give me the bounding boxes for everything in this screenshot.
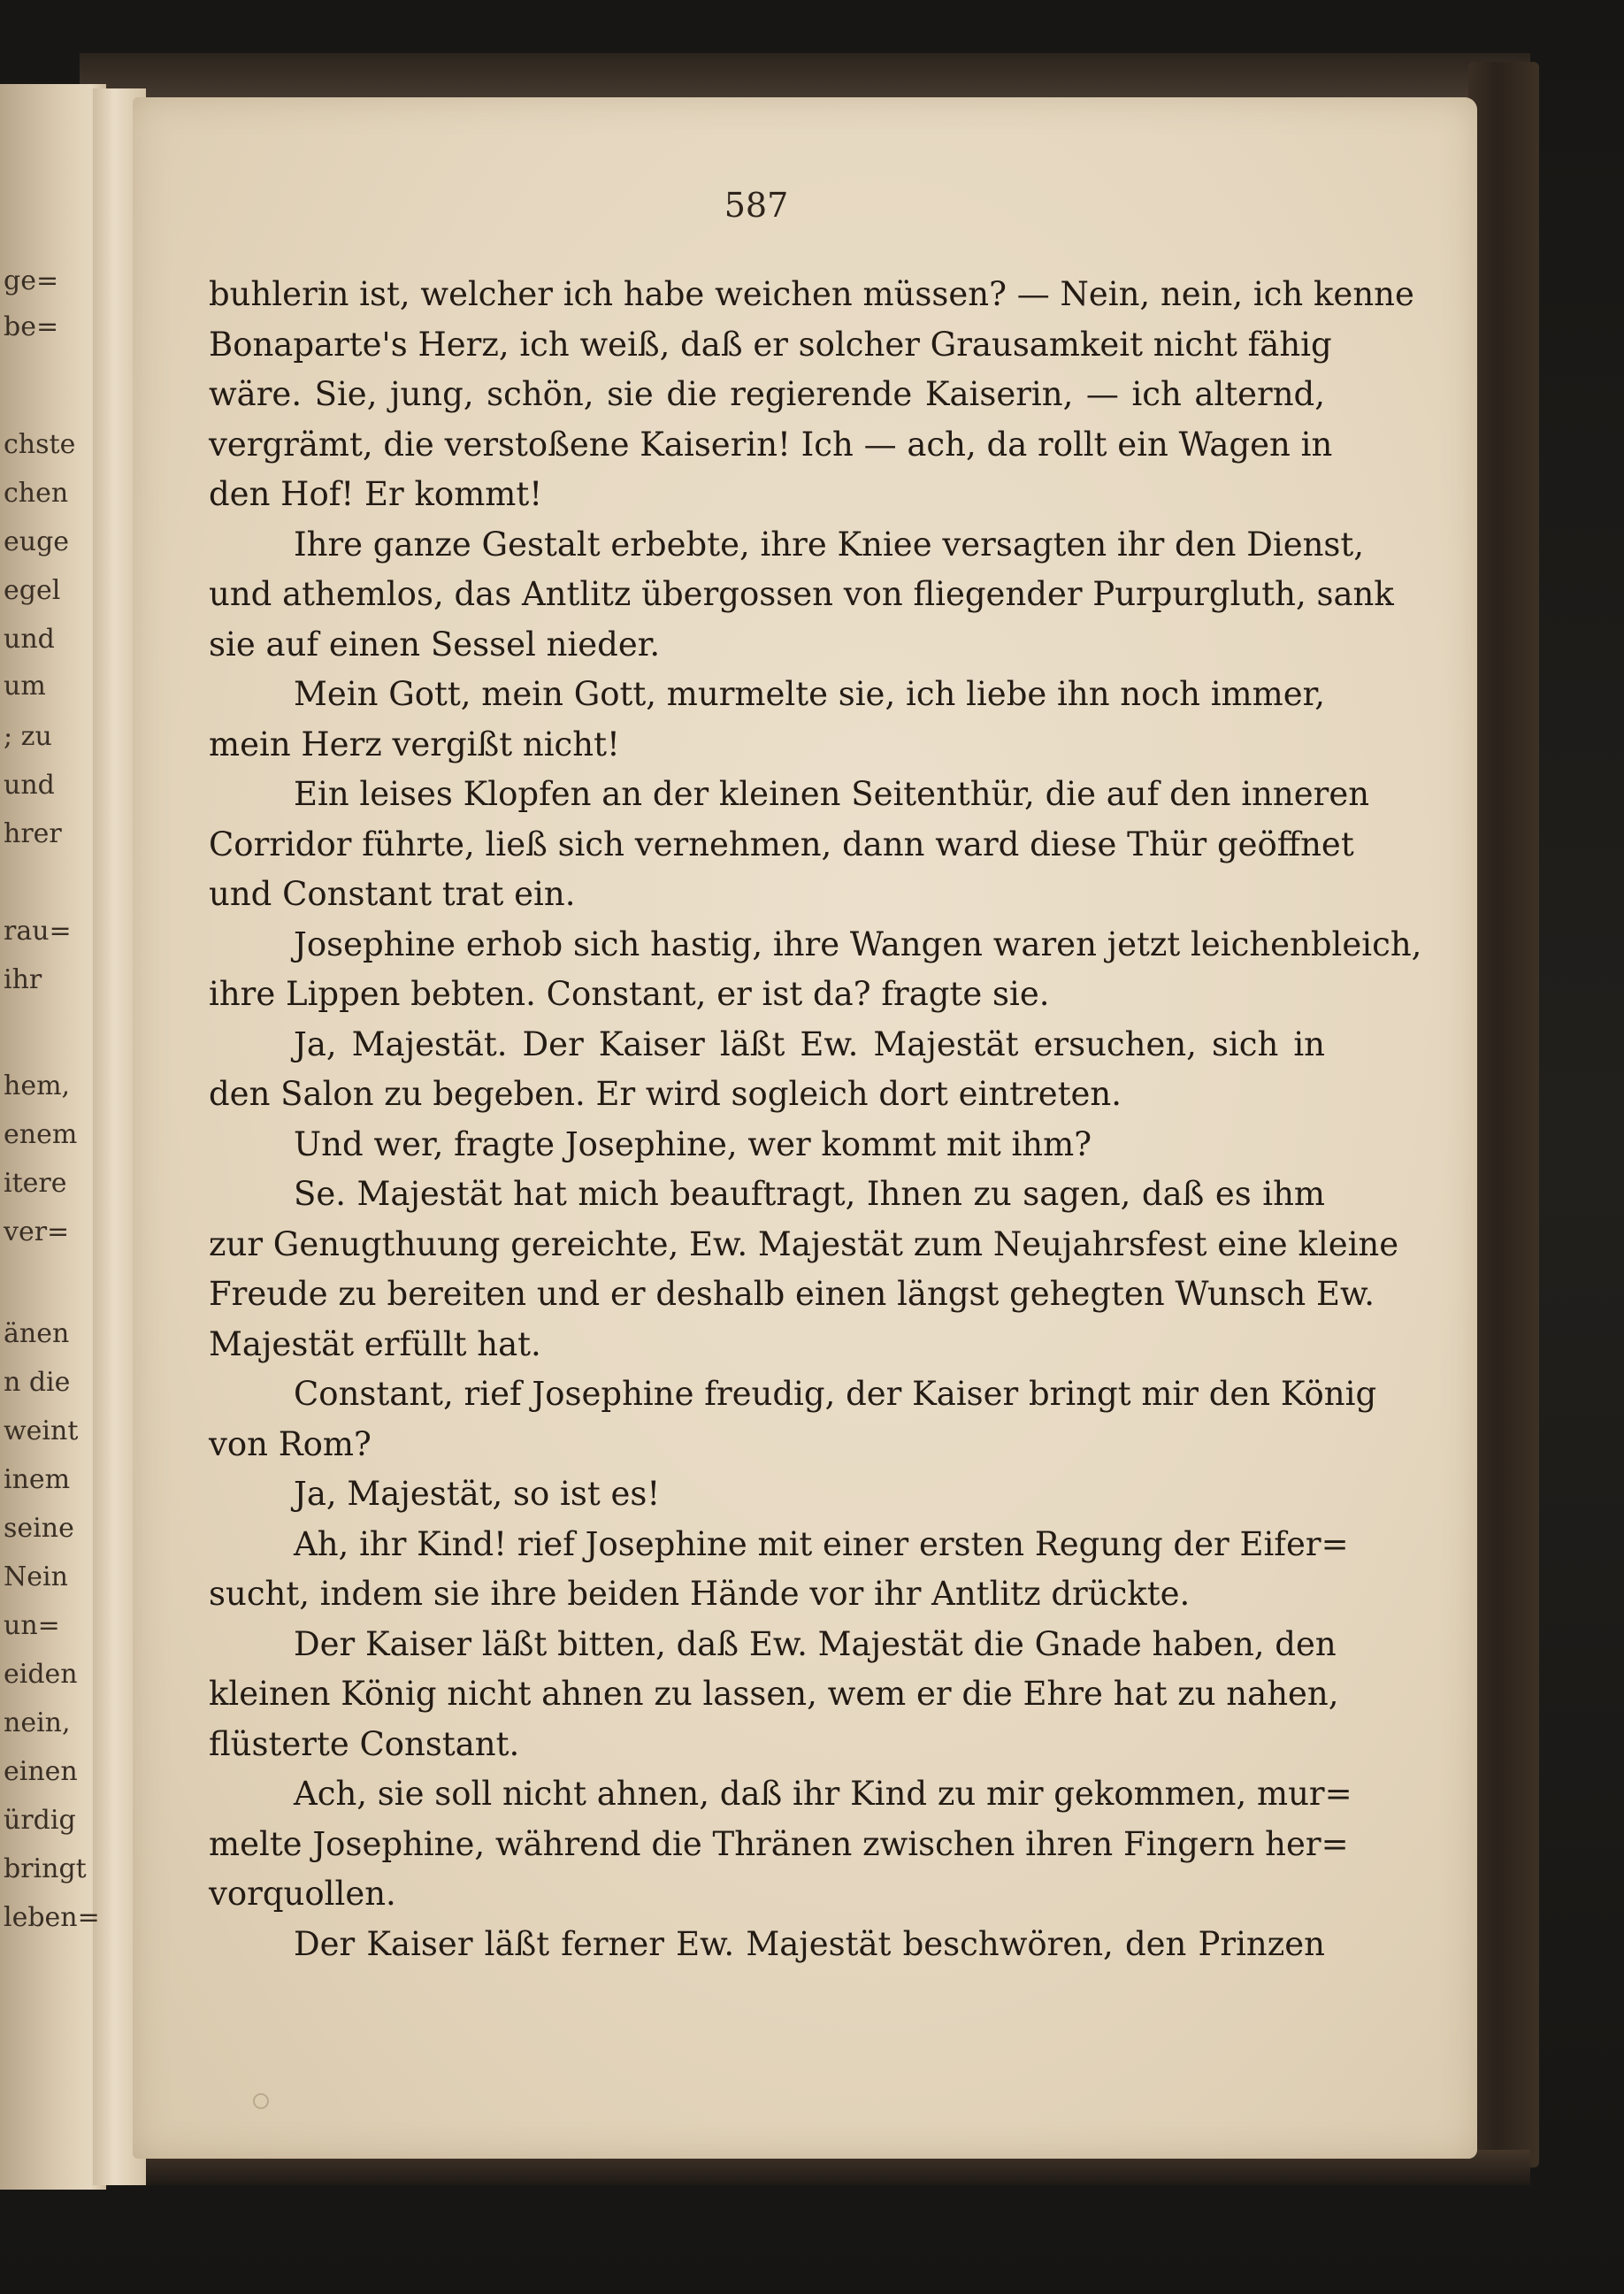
page-body-text: [209, 270, 1422, 1969]
text-line: Und wer, fragte Josephine, wer kommt mit ihm?: [294, 1124, 1092, 1163]
text-line: Ah, ihr Kind! rief Josephine mit einer ersten Regung der Eifer=: [294, 1524, 1349, 1563]
left-page-fragment: euge: [4, 526, 70, 557]
left-page-fragment: bringt: [4, 1853, 87, 1884]
text-line: Freude zu bereiten und er deshalb einen längst gehegten Wunsch Ew.: [209, 1275, 1375, 1313]
left-page-fragment: Nein: [4, 1561, 68, 1592]
left-page-fragment: be=: [4, 311, 59, 342]
text-line: Ja, Majestät, so ist es!: [294, 1475, 661, 1513]
left-page-fragment: rau=: [4, 916, 72, 947]
text-line: buhlerin ist, welcher ich habe weichen müssen? — Nein, nein, ich kenne: [209, 275, 1414, 313]
left-page-fragment: egel: [4, 575, 61, 606]
text-line: vergrämt, die verstoßene Kaiserin! Ich — ach, da rollt ein Wagen in: [209, 425, 1333, 464]
text-line: Josephine erhob sich hastig, ihre Wangen waren jetzt leichenbleich,: [294, 925, 1422, 963]
left-page-fragment: und: [4, 770, 55, 801]
text-line: Ach, sie soll nicht ahnen, daß ihr Kind zu mir gekommen, mur=: [294, 1775, 1352, 1813]
left-page-fragment: um: [4, 671, 46, 702]
text-line: Ja, Majestät. Der Kaiser läßt Ew. Majestät ersuchen, sich in: [294, 1024, 1325, 1063]
left-page-fragment: weint: [4, 1416, 79, 1446]
text-line: sucht, indem sie ihre beiden Hände vor ihr Antlitz drückte.: [209, 1575, 1191, 1613]
left-page-fragment: einen: [4, 1756, 78, 1787]
left-page-fragment: ürdig: [4, 1805, 76, 1836]
text-line: wäre. Sie, jung, schön, sie die regierende Kaiserin, — ich alternd,: [209, 375, 1325, 413]
left-page-fragment: n die: [4, 1367, 71, 1398]
text-line: ihre Lippen bebten. Constant, er ist da? fragte sie.: [209, 975, 1050, 1013]
left-page-fragment: un=: [4, 1610, 60, 1641]
left-page-fragment: ge=: [4, 265, 59, 296]
text-line: Ein leises Klopfen an der kleinen Seitenthür, die auf den inneren: [294, 775, 1370, 813]
text-line: Bonaparte's Herz, ich weiß, daß er solcher Grausamkeit nicht fähig: [209, 325, 1332, 364]
left-page-fragment: hem,: [4, 1070, 71, 1101]
left-page-fragment: seine: [4, 1513, 74, 1544]
text-line: von Rom?: [209, 1424, 372, 1463]
left-page-fragment: ihr: [4, 964, 42, 995]
text-line: vorquollen.: [209, 1875, 396, 1913]
text-line: Majestät erfüllt hat.: [209, 1324, 541, 1363]
text-line: Se. Majestät hat mich beauftragt, Ihnen zu sagen, daß es ihm: [294, 1175, 1325, 1213]
text-line: Der Kaiser läßt bitten, daß Ew. Majestät die Gnade haben, den: [294, 1624, 1337, 1663]
text-line: Corridor führte, ließ sich vernehmen, dann ward diese Thür geöffnet: [209, 825, 1354, 863]
text-line: sie auf einen Sessel nieder.: [209, 625, 661, 664]
text-line: melte Josephine, während die Thränen zwischen ihren Fingern her=: [209, 1824, 1349, 1863]
text-line: flüsterte Constant.: [209, 1724, 520, 1763]
text-line: Constant, rief Josephine freudig, der Kaiser bringt mir den König: [294, 1375, 1377, 1413]
left-page-fragment: ; zu: [4, 721, 52, 752]
left-page-fragment: inem: [4, 1464, 71, 1495]
left-page-fragment: enem: [4, 1119, 78, 1150]
left-page-fragment: ver=: [4, 1216, 70, 1247]
text-line: zur Genugthuung gereichte, Ew. Majestät zum Neujahrsfest eine kleine: [209, 1224, 1399, 1263]
text-line: und athemlos, das Antlitz übergossen von fliegender Purpurgluth, sank: [209, 575, 1394, 613]
text-line: Der Kaiser läßt ferner Ew. Majestät beschwören, den Prinzen: [294, 1924, 1325, 1963]
text-line: Mein Gott, mein Gott, murmelte sie, ich liebe ihn noch immer,: [294, 675, 1325, 713]
text-line: kleinen König nicht ahnen zu lassen, wem er die Ehre hat zu nahen,: [209, 1675, 1339, 1713]
left-page-fragment: eiden: [4, 1659, 78, 1690]
page-number: 587: [724, 186, 789, 225]
left-page-fragment: chste: [4, 429, 76, 460]
left-page-fragment: chen: [4, 478, 69, 509]
text-line: Ihre ganze Gestalt erbebte, ihre Kniee versagten ihr den Dienst,: [294, 525, 1365, 564]
left-page-fragment: und: [4, 624, 55, 655]
text-line: den Salon zu begeben. Er wird sogleich dort eintreten.: [209, 1075, 1122, 1113]
page-blemish: [253, 2093, 269, 2109]
left-page-fragment: hrer: [4, 818, 62, 849]
text-line: den Hof! Er kommt!: [209, 475, 543, 513]
book-cover-right-edge: [1468, 62, 1539, 2167]
text-line: mein Herz vergißt nicht!: [209, 725, 620, 763]
left-page-fragment: leben=: [4, 1902, 100, 1933]
text-line: und Constant trat ein.: [209, 875, 576, 913]
left-page-fragment: itere: [4, 1168, 67, 1199]
left-page-fragment: nein,: [4, 1707, 71, 1738]
left-page-fragment: änen: [4, 1318, 70, 1349]
